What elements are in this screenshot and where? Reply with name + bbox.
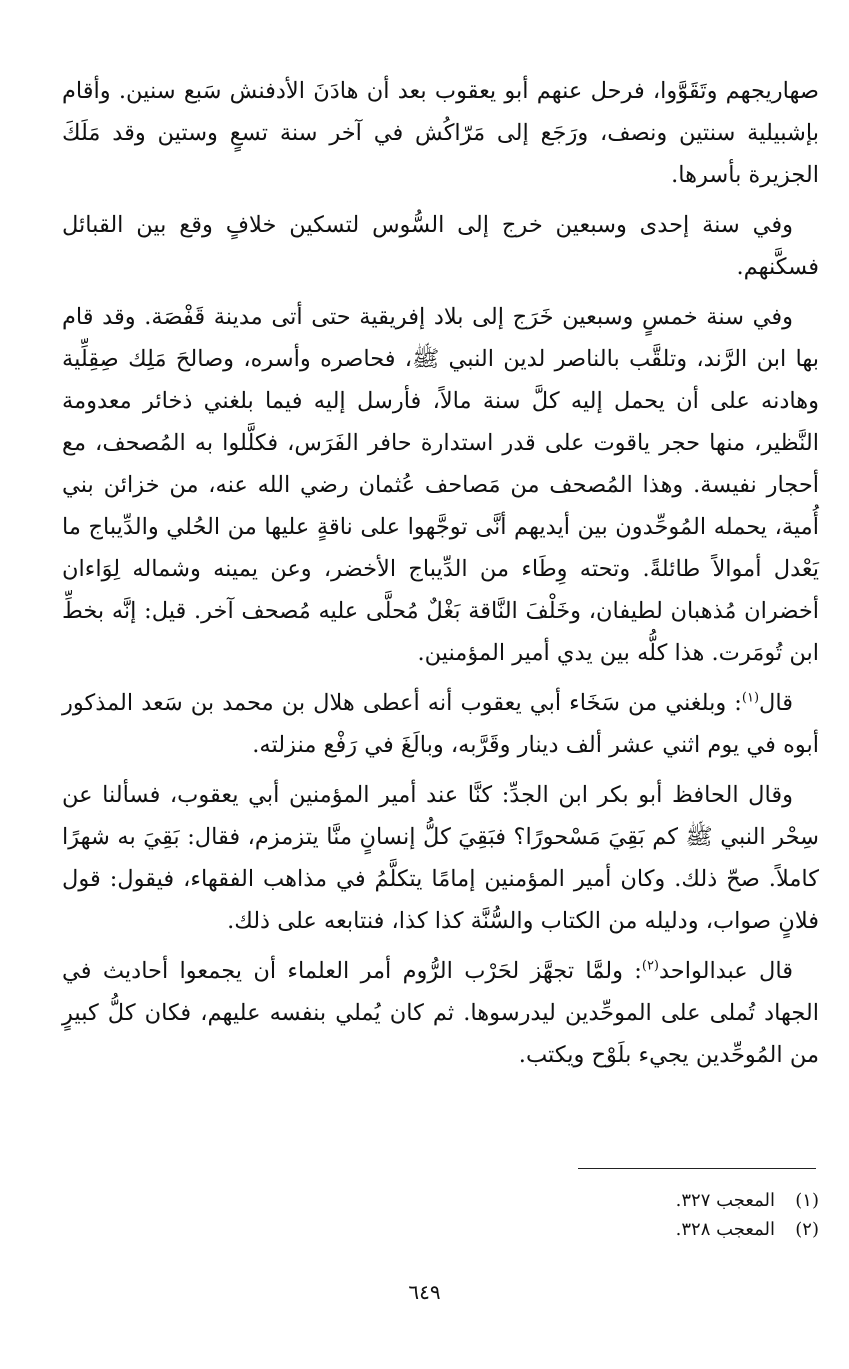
paragraph-5: وقال الحافظ أبو بكر ابن الجدِّ: كنَّا عند أمير المؤمنين أبي يعقوب، فسألنا عن سِحْر النبي ﷺ كم بَقِيَ مَسْحورًا؟ فبَقِيَ كلُّ إنسانٍ منَّا يتزمزم، فقال: بَقِيَ به شهرًا كاملاً. صحّ ذلك. وكان أمير المؤمنين إمامًا يتكلَّمُ في مذاهب الفقهاء، فيقول: قول فلانٍ صواب، ودليله من الكتاب والسُّنَّة كذا كذا، فنتابعه على ذلك. xyxy=(62,782,819,934)
footnotes xyxy=(419,1186,819,1244)
footnote-ref-2: (٢) xyxy=(641,958,659,974)
footnote-2-number: (٢) xyxy=(795,1219,819,1240)
main-text xyxy=(62,70,819,1084)
paragraph-4-lead: قال xyxy=(759,690,793,716)
paragraph-6-lead: قال عبدالواحد xyxy=(659,958,793,984)
footnote-ref-1: (١) xyxy=(741,690,760,706)
footnote-2 xyxy=(419,1215,819,1244)
paragraph-2: وفي سنة إحدى وسبعين خرج إلى السُّوس لتسكين خلافٍ وقع بين القبائل فسكَّنهم. xyxy=(62,212,819,280)
paragraph-1: صهاريجهم وتَقَوَّوا، فرحل عنهم أبو يعقوب بعد أن هادَنَ الأدفنش سَبع سنين. وأقام بإشبيلية سنتين ونصف، ورَجَع إلى مَرّاكُش في آخر سنة تسعٍ وستين وقد مَلَكَ الجزيرة بأسرها. xyxy=(62,78,819,188)
paragraph-6-body: : ولمَّا تجهَّز لحَرْب الرُّوم أمر العلماء أن يجمعوا أحاديث في الجهاد تُملى على الموحِّدين ليدرسوها. ثم كان يُملي بنفسه عليهم، فكان كلُّ كبيرٍ من المُوحِّدين يجيء بلَوْح ويكتب. xyxy=(62,958,819,1068)
footnote-2-text: المعجب ٣٢٨. xyxy=(675,1219,775,1240)
footnote-1-text: المعجب ٣٢٧. xyxy=(675,1190,775,1211)
page-number: ٦٤٩ xyxy=(408,1280,441,1304)
footnote-1-number: (١) xyxy=(795,1190,819,1211)
paragraph-4-body: : وبلغني من سَخَاء أبي يعقوب أنه أعطى هلال بن محمد بن سَعد المذكور أبوه في يوم اثني عشر ألف دينار وقَرَّبه، وبالَغَ في رَفْع منزلته. xyxy=(62,690,819,758)
paragraph-4 xyxy=(62,682,819,766)
footnote-1 xyxy=(419,1186,819,1215)
paragraph-3: وفي سنة خمسٍ وسبعين خَرَج إلى بلاد إفريقية حتى أتى مدينة قَفْصَة. وقد قام بها ابن الرَّند، وتلقَّب بالناصر لدين النبي ﷺ، فحاصره وأسره، وصالحَ مَلِك صِقِلِّية وهادنه على أن يحمل إليه كلَّ سنة مالاً، فأرسل إليه فيما بلغني ذخائر معدومة النَّظير، منها حجر ياقوت على قدر استدارة حافر الفَرَس، فكلَّلوا به المُصحف، مع أحجار نفيسة. وهذا المُصحف من مَصاحف عُثمان رضي الله عنه، من خزائن بني أُمية، يحمله المُوحِّدون بين أيديهم أنَّى توجَّهوا على ناقةٍ عليها من الحُلي والدِّيباج ما يَعْدل أموالاً طائلةً. وتحته وِطَاء من الدِّيباج الأخضر، وعن يمينه وشماله لِوَاءان أخضران مُذهبان لطيفان، وخَلْفَ النَّاقة بَغْلٌ مُحلَّى عليه مُصحف آخر. قيل: إنَّه بخطِّ ابن تُومَرت. هذا كلُّه بين يدي أمير المؤمنين. xyxy=(62,304,819,666)
footnote-divider xyxy=(578,1168,816,1169)
paragraph-6 xyxy=(62,950,819,1076)
